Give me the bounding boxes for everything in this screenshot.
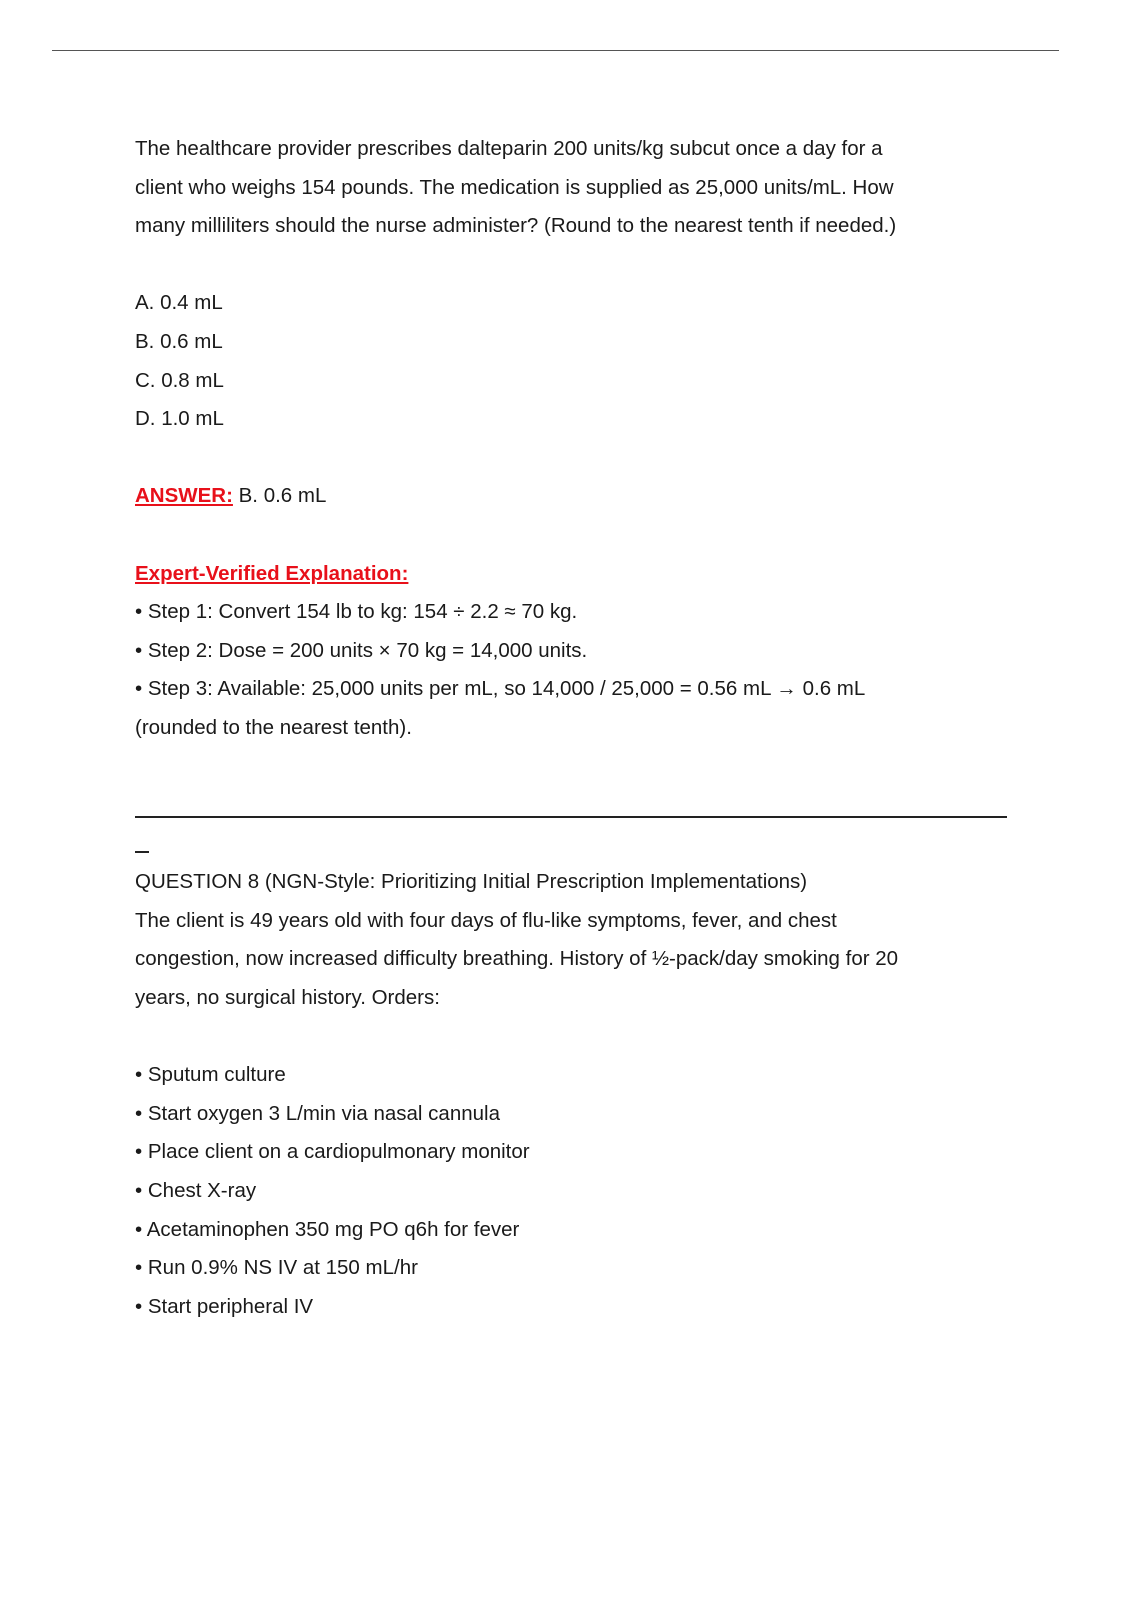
explanation-steps bbox=[135, 593, 1015, 747]
option-d: D. 1.0 mL bbox=[135, 407, 224, 431]
explanation-label: Expert-Verified Explanation: bbox=[135, 561, 409, 585]
order-item: • Start peripheral IV bbox=[135, 1294, 314, 1318]
orders-list bbox=[135, 1056, 1015, 1326]
question-7-stem bbox=[135, 130, 1015, 246]
stem-line: The healthcare provider prescribes dalteparin 200 units/kg subcut once a day for a bbox=[135, 137, 883, 160]
order-item: • Chest X-ray bbox=[135, 1179, 257, 1203]
explanation-step: (rounded to the nearest tenth). bbox=[135, 715, 412, 739]
answer-options bbox=[135, 284, 1015, 438]
spacer bbox=[135, 439, 1015, 478]
order-item: • Place client on a cardiopulmonary monitor bbox=[135, 1140, 530, 1164]
order-item: • Sputum culture bbox=[135, 1063, 286, 1087]
stem-line: The client is 49 years old with four days of flu-like symptoms, fever, and chest bbox=[135, 908, 837, 932]
explanation-step: • Step 3: Available: 25,000 units per mL, so 14,000 / 25,000 = 0.56 mL → 0.6 mL bbox=[135, 677, 866, 701]
stem-line: client who weighs 154 pounds. The medication is supplied as 25,000 units/mL. How bbox=[135, 175, 894, 199]
dash-rule bbox=[135, 851, 149, 853]
order-item: • Start oxygen 3 L/min via nasal cannula bbox=[135, 1101, 500, 1125]
stem-line: many milliliters should the nurse administer? (Round to the nearest tenth if needed.) bbox=[135, 214, 897, 238]
stem-line: years, no surgical history. Orders: bbox=[135, 986, 440, 1010]
question-8-stem bbox=[135, 902, 1015, 1018]
spacer bbox=[135, 748, 1015, 787]
spacer bbox=[135, 1018, 1015, 1057]
option-c: C. 0.8 mL bbox=[135, 368, 224, 392]
divider-dash bbox=[135, 825, 1015, 864]
answer-value: B. 0.6 mL bbox=[232, 484, 327, 508]
option-a: A. 0.4 mL bbox=[135, 291, 223, 315]
stem-line: congestion, now increased difficulty breathing. History of ½-pack/day smoking for 20 bbox=[135, 947, 899, 971]
answer-label: ANSWER: bbox=[135, 484, 233, 508]
section-divider bbox=[135, 786, 1015, 825]
top-horizontal-rule bbox=[52, 50, 1059, 51]
order-item: • Acetaminophen 350 mg PO q6h for fever bbox=[135, 1217, 520, 1241]
explanation-heading bbox=[135, 555, 1015, 594]
explanation-step: • Step 1: Convert 154 lb to kg: 154 ÷ 2.2 ≈ 70 kg. bbox=[135, 600, 578, 624]
spacer bbox=[135, 516, 1015, 555]
explanation-step: • Step 2: Dose = 200 units × 70 kg = 14,000 units. bbox=[135, 638, 588, 662]
spacer bbox=[135, 246, 1015, 285]
option-b: B. 0.6 mL bbox=[135, 329, 223, 353]
answer-line bbox=[135, 477, 1015, 516]
divider-rule bbox=[135, 816, 1007, 818]
question-8-title: QUESTION 8 (NGN-Style: Prioritizing Initial Prescription Implementations) bbox=[135, 870, 808, 894]
document-content bbox=[135, 130, 1015, 1326]
order-item: • Run 0.9% NS IV at 150 mL/hr bbox=[135, 1256, 418, 1280]
